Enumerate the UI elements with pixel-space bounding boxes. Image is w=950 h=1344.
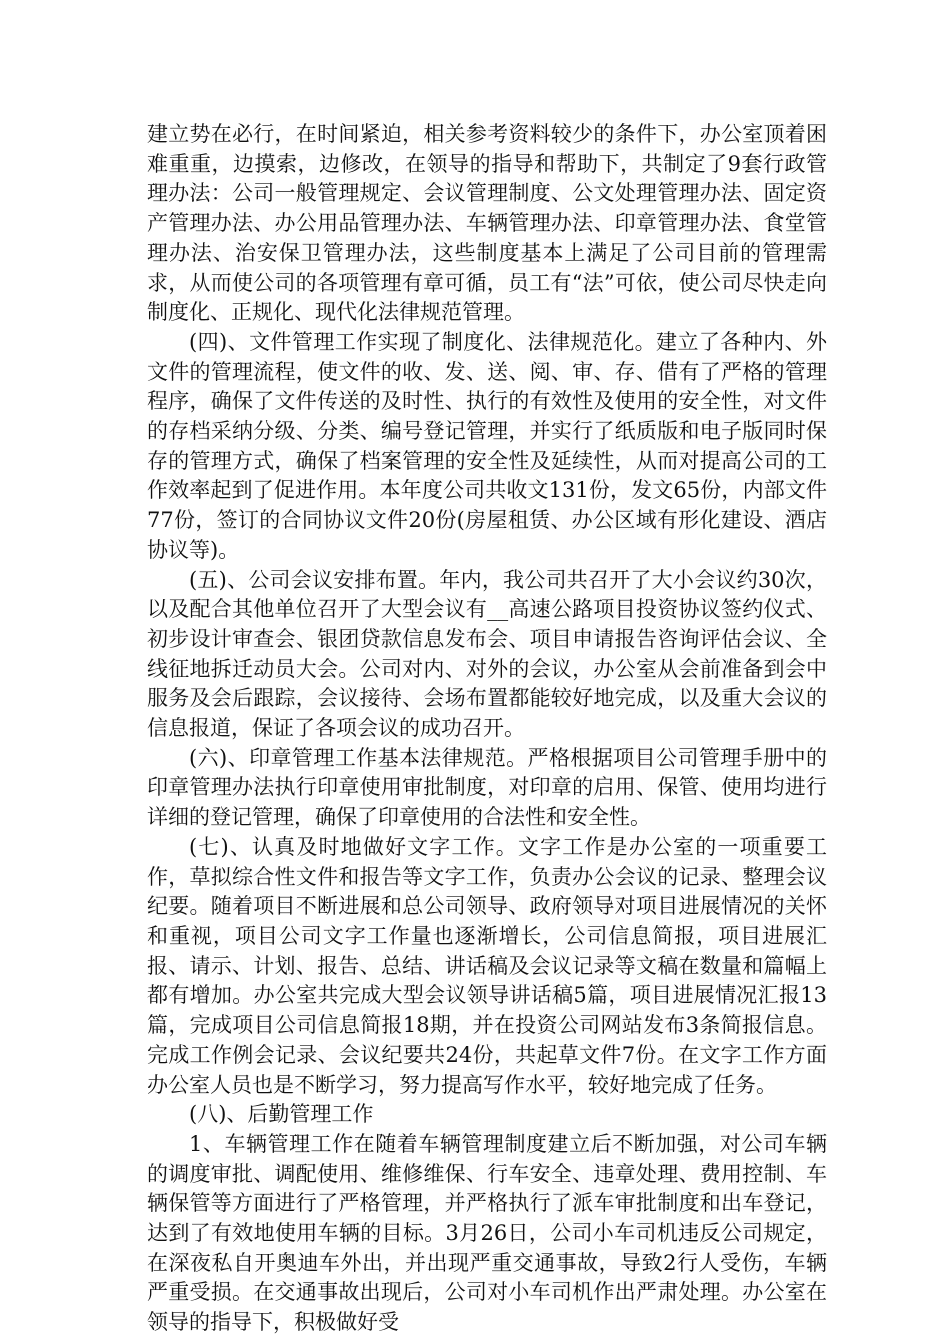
heading-section-8-logistics: (八)、后勤管理工作 (189, 1102, 374, 1127)
paragraph-section-4-document-management: (四)、文件管理工作实现了制度化、法律规范化。建立了各种内、外文件的管理流程，使文件的收、发、送、阅、审、存、借有了严格的管理程序，确保了文件传送的及时性、执行的有效性及使用的安全性，对文件的存档采纳分级、分类、编号登记管理，并实行了纸质版和电子版同时保存的管理方式，确保了档案管理的安全性及延续性，从而对提高公司的工作效率起到了促进作用。本年度公司共收文131份，发文65份，内部文件77份，签订的合同协议文件20份(房屋租赁、办公区域有形化建设、酒店协议等)。 (147, 329, 827, 562)
paragraph-section-6-seal-management: (六)、印章管理工作基本法律规范。严格根据项目公司管理手册中的印章管理办法执行印章使用审批制度，对印章的启用、保管、使用均进行详细的登记管理，确保了印章使用的合法性和安全性。 (147, 745, 827, 830)
document-body (147, 120, 827, 1338)
paragraph-vehicle-management: 1、车辆管理工作在随着车辆管理制度建立后不断加强，对公司车辆的调度审批、调配使用、维修维保、行车安全、违章处理、费用控制、车辆保管等方面进行了严格管理，并严格执行了派车审批制度和出车登记，达到了有效地使用车辆的目标。3月26日，公司小车司机违反公司规定，在深夜私自开奥迪车外出，并出现严重交通事故，导致2行人受伤，车辆严重受损。在交通事故出现后，公司对小车司机作出严肃处理。办公室在领导的指导下，积极做好受 (147, 1131, 827, 1335)
paragraph-section-5-meetings: (五)、公司会议安排布置。年内，我公司共召开了大小会议约30次，以及配合其他单位召开了大型会议有__高速公路项目投资协议签约仪式、初步设计审查会、银团贷款信息发布会、项目申请报告咨询评估会议、全线征地拆迁动员大会。公司对内、对外的会议，办公室从会前准备到会中服务及会后跟踪，会议接待、会场布置都能较好地完成，以及重大会议的信息报道，保证了各项会议的成功召开。 (147, 567, 827, 741)
paragraph-section-7-writing-work: (七)、认真及时地做好文字工作。文字工作是办公室的一项重要工作，草拟综合性文件和报告等文字工作，负责办公会议的记录、整理会议纪要。随着项目不断进展和总公司领导、政府领导对项目进展情况的关怀和重视，项目公司文字工作量也逐渐增长，公司信息简报，项目进展汇报、请示、计划、报告、总结、讲话稿及会议记录等文稿在数量和篇幅上都有增加。办公室共完成大型会议领导讲话稿5篇，项目进展情况汇报13篇，完成项目公司信息简报18期，并在投资公司网站发布3条简报信息。完成工作例会记录、会议纪要共24份，共起草文件7份。在文字工作方面办公室人员也是不断学习，努力提高写作水平，较好地完成了任务。 (147, 834, 827, 1097)
paragraph-continuation: 建立势在必行，在时间紧迫，相关参考资料较少的条件下，办公室顶着困难重重，边摸索，边修改，在领导的指导和帮助下，共制定了9套行政管理办法：公司一般管理规定、会议管理制度、公文处理管理办法、固定资产管理办法、办公用品管理办法、车辆管理办法、印章管理办法、食堂管理办法、治安保卫管理办法，这些制度基本上满足了公司目前的管理需求，从而使公司的各项管理有章可循，员工有“法”可依，使公司尽快走向制度化、正规化、现代化法律规范管理。 (147, 122, 827, 325)
